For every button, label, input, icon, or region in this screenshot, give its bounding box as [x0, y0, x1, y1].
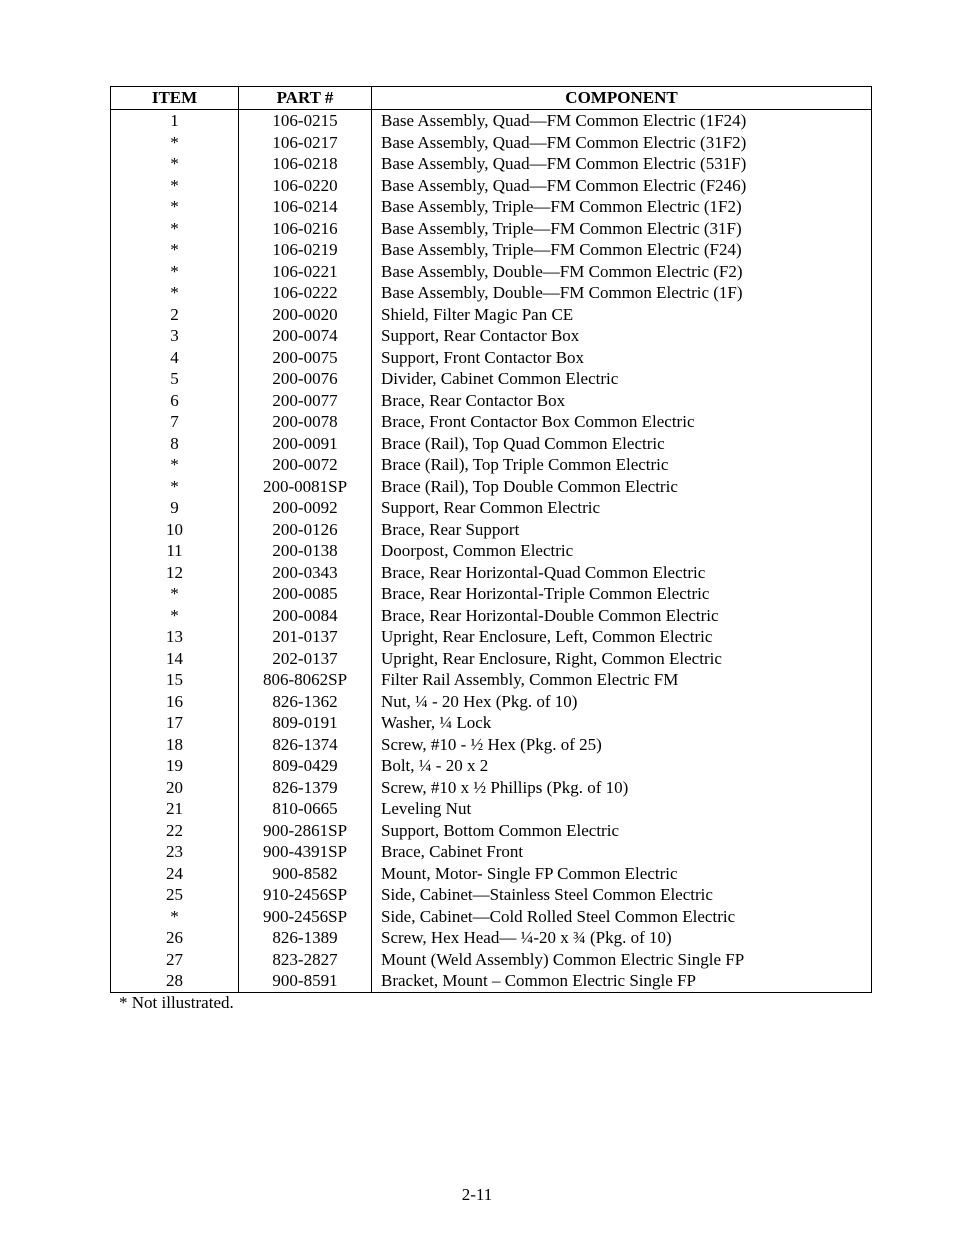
table-row [111, 562, 872, 584]
table-row [111, 734, 872, 756]
component-cell: Screw, Hex Head— ¼-20 x ¾ (Pkg. of 10) [372, 927, 872, 949]
table-row [111, 669, 872, 691]
item-cell: 22 [111, 820, 239, 842]
header-component: COMPONENT [372, 87, 872, 110]
component-cell: Screw, #10 - ½ Hex (Pkg. of 25) [372, 734, 872, 756]
component-cell: Brace (Rail), Top Quad Common Electric [372, 433, 872, 455]
item-cell: * [111, 261, 239, 283]
table-body [111, 110, 872, 993]
component-cell: Brace, Rear Contactor Box [372, 390, 872, 412]
part-number-cell: 900-2456SP [239, 906, 372, 928]
component-cell: Side, Cabinet—Stainless Steel Common Electric [372, 884, 872, 906]
part-number-cell: 900-8591 [239, 970, 372, 992]
table-header-row [111, 87, 872, 110]
component-cell: Base Assembly, Triple—FM Common Electric (F24) [372, 239, 872, 261]
table-row [111, 540, 872, 562]
part-number-cell: 826-1379 [239, 777, 372, 799]
part-number-cell: 806-8062SP [239, 669, 372, 691]
table-row [111, 970, 872, 992]
part-number-cell: 200-0076 [239, 368, 372, 390]
part-number-cell: 809-0191 [239, 712, 372, 734]
part-number-cell: 900-2861SP [239, 820, 372, 842]
table-row [111, 798, 872, 820]
component-cell: Base Assembly, Triple—FM Common Electric (1F2) [372, 196, 872, 218]
component-cell: Upright, Rear Enclosure, Left, Common Electric [372, 626, 872, 648]
table-row [111, 347, 872, 369]
component-cell: Base Assembly, Triple—FM Common Electric (31F) [372, 218, 872, 240]
component-cell: Support, Front Contactor Box [372, 347, 872, 369]
table-row [111, 863, 872, 885]
item-cell: 25 [111, 884, 239, 906]
component-cell: Bracket, Mount – Common Electric Single FP [372, 970, 872, 992]
item-cell: 12 [111, 562, 239, 584]
table-row [111, 454, 872, 476]
part-number-cell: 823-2827 [239, 949, 372, 971]
part-number-cell: 106-0214 [239, 196, 372, 218]
part-number-cell: 910-2456SP [239, 884, 372, 906]
component-cell: Filter Rail Assembly, Common Electric FM [372, 669, 872, 691]
item-cell: * [111, 175, 239, 197]
part-number-cell: 826-1374 [239, 734, 372, 756]
component-cell: Brace, Rear Support [372, 519, 872, 541]
item-cell: 9 [111, 497, 239, 519]
component-cell: Support, Rear Common Electric [372, 497, 872, 519]
part-number-cell: 106-0218 [239, 153, 372, 175]
part-number-cell: 826-1389 [239, 927, 372, 949]
component-cell: Base Assembly, Quad—FM Common Electric (1F24) [372, 110, 872, 132]
table-row [111, 884, 872, 906]
component-cell: Washer, ¼ Lock [372, 712, 872, 734]
part-number-cell: 200-0074 [239, 325, 372, 347]
table-row [111, 132, 872, 154]
table-row [111, 239, 872, 261]
component-cell: Support, Bottom Common Electric [372, 820, 872, 842]
item-cell: 27 [111, 949, 239, 971]
part-number-cell: 106-0222 [239, 282, 372, 304]
item-cell: 15 [111, 669, 239, 691]
part-number-cell: 900-4391SP [239, 841, 372, 863]
header-part-number: PART # [239, 87, 372, 110]
part-number-cell: 200-0085 [239, 583, 372, 605]
item-cell: 14 [111, 648, 239, 670]
item-cell: * [111, 218, 239, 240]
part-number-cell: 106-0215 [239, 110, 372, 132]
component-cell: Base Assembly, Double—FM Common Electric (1F) [372, 282, 872, 304]
table-row [111, 841, 872, 863]
parts-table [110, 86, 872, 993]
table-row [111, 175, 872, 197]
component-cell: Brace, Cabinet Front [372, 841, 872, 863]
part-number-cell: 106-0220 [239, 175, 372, 197]
component-cell: Upright, Rear Enclosure, Right, Common Electric [372, 648, 872, 670]
table-row [111, 712, 872, 734]
part-number-cell: 200-0084 [239, 605, 372, 627]
part-number-cell: 106-0221 [239, 261, 372, 283]
table-row [111, 218, 872, 240]
item-cell: 24 [111, 863, 239, 885]
part-number-cell: 826-1362 [239, 691, 372, 713]
item-cell: 21 [111, 798, 239, 820]
item-cell: 3 [111, 325, 239, 347]
table-row [111, 906, 872, 928]
part-number-cell: 200-0020 [239, 304, 372, 326]
table-row [111, 411, 872, 433]
item-cell: 1 [111, 110, 239, 132]
component-cell: Base Assembly, Double—FM Common Electric (F2) [372, 261, 872, 283]
item-cell: 4 [111, 347, 239, 369]
part-number-cell: 809-0429 [239, 755, 372, 777]
table-row [111, 261, 872, 283]
table-row [111, 110, 872, 132]
footnote: * Not illustrated. [119, 993, 234, 1012]
item-cell: 5 [111, 368, 239, 390]
item-cell: * [111, 583, 239, 605]
part-number-cell: 200-0075 [239, 347, 372, 369]
part-number-cell: 106-0219 [239, 239, 372, 261]
header-item: ITEM [111, 87, 239, 110]
component-cell: Mount (Weld Assembly) Common Electric Single FP [372, 949, 872, 971]
table-row [111, 368, 872, 390]
table-row [111, 691, 872, 713]
item-cell: * [111, 132, 239, 154]
component-cell: Side, Cabinet—Cold Rolled Steel Common Electric [372, 906, 872, 928]
part-number-cell: 200-0343 [239, 562, 372, 584]
table-row [111, 777, 872, 799]
table-row [111, 605, 872, 627]
part-number-cell: 106-0217 [239, 132, 372, 154]
part-number-cell: 202-0137 [239, 648, 372, 670]
component-cell: Base Assembly, Quad—FM Common Electric (31F2) [372, 132, 872, 154]
component-cell: Brace, Rear Horizontal-Double Common Electric [372, 605, 872, 627]
item-cell: 26 [111, 927, 239, 949]
item-cell: 8 [111, 433, 239, 455]
item-cell: 2 [111, 304, 239, 326]
part-number-cell: 200-0091 [239, 433, 372, 455]
item-cell: 16 [111, 691, 239, 713]
table-row [111, 583, 872, 605]
item-cell: 19 [111, 755, 239, 777]
item-cell: * [111, 906, 239, 928]
table-row [111, 949, 872, 971]
component-cell: Divider, Cabinet Common Electric [372, 368, 872, 390]
table-row [111, 820, 872, 842]
item-cell: 13 [111, 626, 239, 648]
component-cell: Brace (Rail), Top Double Common Electric [372, 476, 872, 498]
part-number-cell: 200-0092 [239, 497, 372, 519]
component-cell: Nut, ¼ - 20 Hex (Pkg. of 10) [372, 691, 872, 713]
part-number-cell: 200-0077 [239, 390, 372, 412]
component-cell: Screw, #10 x ½ Phillips (Pkg. of 10) [372, 777, 872, 799]
item-cell: 17 [111, 712, 239, 734]
item-cell: 20 [111, 777, 239, 799]
item-cell: * [111, 239, 239, 261]
component-cell: Base Assembly, Quad—FM Common Electric (F246) [372, 175, 872, 197]
table-row [111, 497, 872, 519]
table-row [111, 626, 872, 648]
component-cell: Bolt, ¼ - 20 x 2 [372, 755, 872, 777]
component-cell: Base Assembly, Quad—FM Common Electric (531F) [372, 153, 872, 175]
component-cell: Brace, Rear Horizontal-Triple Common Electric [372, 583, 872, 605]
item-cell: * [111, 605, 239, 627]
item-cell: * [111, 476, 239, 498]
item-cell: * [111, 454, 239, 476]
table-row [111, 755, 872, 777]
component-cell: Mount, Motor- Single FP Common Electric [372, 863, 872, 885]
item-cell: * [111, 196, 239, 218]
item-cell: 10 [111, 519, 239, 541]
component-cell: Brace (Rail), Top Triple Common Electric [372, 454, 872, 476]
component-cell: Shield, Filter Magic Pan CE [372, 304, 872, 326]
part-number-cell: 810-0665 [239, 798, 372, 820]
table-row [111, 282, 872, 304]
part-number-cell: 106-0216 [239, 218, 372, 240]
part-number-cell: 200-0072 [239, 454, 372, 476]
part-number-cell: 200-0078 [239, 411, 372, 433]
page-number: 2-11 [461, 1185, 493, 1204]
table-row [111, 390, 872, 412]
item-cell: 11 [111, 540, 239, 562]
table-row [111, 325, 872, 347]
part-number-cell: 200-0138 [239, 540, 372, 562]
part-number-cell: 201-0137 [239, 626, 372, 648]
table-row [111, 433, 872, 455]
item-cell: 28 [111, 970, 239, 992]
table-row [111, 196, 872, 218]
table-row [111, 304, 872, 326]
table-row [111, 927, 872, 949]
table-row [111, 153, 872, 175]
component-cell: Doorpost, Common Electric [372, 540, 872, 562]
item-cell: * [111, 282, 239, 304]
table-row [111, 648, 872, 670]
part-number-cell: 900-8582 [239, 863, 372, 885]
table-row [111, 519, 872, 541]
component-cell: Support, Rear Contactor Box [372, 325, 872, 347]
item-cell: * [111, 153, 239, 175]
item-cell: 7 [111, 411, 239, 433]
component-cell: Brace, Rear Horizontal-Quad Common Electric [372, 562, 872, 584]
part-number-cell: 200-0081SP [239, 476, 372, 498]
part-number-cell: 200-0126 [239, 519, 372, 541]
item-cell: 23 [111, 841, 239, 863]
table-row [111, 476, 872, 498]
item-cell: 18 [111, 734, 239, 756]
item-cell: 6 [111, 390, 239, 412]
component-cell: Brace, Front Contactor Box Common Electric [372, 411, 872, 433]
component-cell: Leveling Nut [372, 798, 872, 820]
